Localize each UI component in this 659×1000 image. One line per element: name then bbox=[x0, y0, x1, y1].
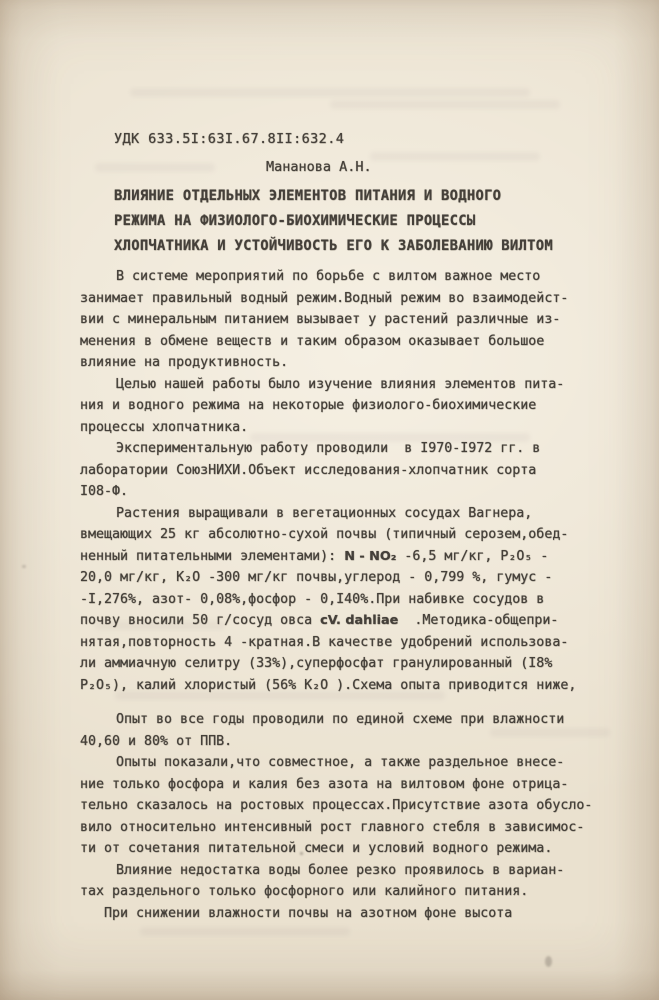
typed-line: ние только фосфора и калия без азота на вилтовом фоне отрица- bbox=[80, 776, 569, 792]
typed-line: ненный питательными элементами): N - NO₂ -6,5 мг/кг, P₂O₅ - bbox=[80, 548, 549, 564]
paragraph bbox=[80, 503, 620, 697]
typed-line: почву вносили 50 г/сосуд овса cV. dahliae .Методика-общепри- bbox=[80, 613, 559, 628]
bleed-artifact bbox=[130, 88, 530, 97]
title-line: РЕЖИМА НА ФИЗИОЛОГО-БИОХИМИЧЕСКИЕ ПРОЦЕССЫ bbox=[114, 213, 476, 229]
paragraph bbox=[80, 438, 620, 503]
typed-line: 40,60 и 80% от ППВ. bbox=[80, 733, 233, 749]
typed-line: Опыты показали,что совместное, а также раздельное внесе- bbox=[116, 755, 565, 770]
typed-line: влияние на продуктивность. bbox=[80, 355, 289, 370]
bleed-artifact bbox=[95, 163, 215, 172]
bleed-artifact bbox=[370, 152, 540, 161]
typed-line: лаборатории СоюзНИХИ.Объект исследования-хлопчатник сорта bbox=[80, 462, 537, 478]
typed-line: Целью нашей работы было изучение влияния элементов пита- bbox=[116, 376, 565, 392]
paragraph bbox=[80, 374, 620, 439]
typed-line: Влияние недостатка воды более резко проявилось в вариан- bbox=[116, 862, 565, 878]
typed-line: Опыт во все годы проводили по единой схеме при влажности bbox=[116, 712, 565, 727]
paragraph bbox=[80, 709, 620, 752]
ink-speck bbox=[545, 956, 552, 967]
typed-line: занимает правильный водный режим.Водный режим во взаимодейст- bbox=[80, 290, 569, 306]
article-body bbox=[80, 266, 620, 924]
typed-line: вии с минеральным питанием вызывает у растений различные из- bbox=[80, 312, 561, 327]
typed-line: -I,276%, азот- 0,08%,фосфор - 0,I40%.При набивке сосудов в bbox=[80, 591, 545, 607]
typed-line: менения в обмене веществ и таким образом оказывает большое bbox=[80, 333, 545, 349]
article-title bbox=[114, 184, 614, 259]
typed-line: При снижении влажности почвы на азотном фоне высота bbox=[104, 905, 513, 921]
paragraph bbox=[80, 752, 620, 860]
udc-number: УДК 633.5I:63I.67.8II:632.4 bbox=[114, 131, 345, 147]
typed-line: ти от сочетания питательной смеси и условий водного режима. bbox=[80, 841, 553, 856]
typed-line: нятая,повторность 4 -кратная.В качестве удобрений использова- bbox=[80, 634, 569, 650]
ink-speck bbox=[22, 565, 26, 568]
typed-line: тах раздельного только фосфорного или калийного питания. bbox=[80, 884, 529, 899]
paragraph bbox=[80, 266, 620, 374]
typed-line: тельно сказалось на ростовых процессах.Присутствие азота обусло- bbox=[80, 798, 593, 813]
title-line: ХЛОПЧАТНИКА И УСТОЙЧИВОСТЬ ЕГО К ЗАБОЛЕВАНИЮ ВИЛТОМ bbox=[114, 238, 553, 254]
typed-line: P₂O₅), калий хлористый (56% К₂О ).Схема опыта приводится ниже, bbox=[80, 677, 577, 693]
typed-line: вило относительно интенсивный рост главного стебля в зависимос- bbox=[80, 819, 585, 835]
typed-line: Растения выращивали в вегетационных сосудах Вагнера, bbox=[116, 505, 533, 521]
typed-line: вмещающих 25 кг абсолютно-сухой почвы (типичный серозем,обед- bbox=[80, 527, 569, 542]
paragraph bbox=[80, 860, 620, 903]
typed-line: ния и водного режима на некоторые физиолого-биохимические bbox=[80, 398, 537, 413]
bleed-artifact bbox=[330, 100, 560, 109]
typed-line: ли аммиачную селитру (33%),суперфосфат гранулированный (I8% bbox=[80, 656, 553, 671]
typed-line: I08-Ф. bbox=[80, 484, 129, 499]
author-name: Мананова А.Н. bbox=[266, 159, 372, 175]
paragraph bbox=[80, 903, 620, 925]
typed-line: Экспериментальную работу проводили в I970-I972 гг. в bbox=[116, 441, 541, 456]
title-line: ВЛИЯНИЕ ОТДЕЛЬНЫХ ЭЛЕМЕНТОВ ПИТАНИЯ И ВОДНОГО bbox=[114, 188, 502, 204]
typed-line: 20,0 мг/кг, К₂О -300 мг/кг почвы,углерод - 0,799 %, гумус - bbox=[80, 570, 553, 585]
typed-line: В системе мероприятий по борьбе с вилтом важное место bbox=[116, 269, 541, 284]
bleed-artifact bbox=[140, 927, 350, 936]
typed-line: процессы хлопчатника. bbox=[80, 419, 249, 435]
